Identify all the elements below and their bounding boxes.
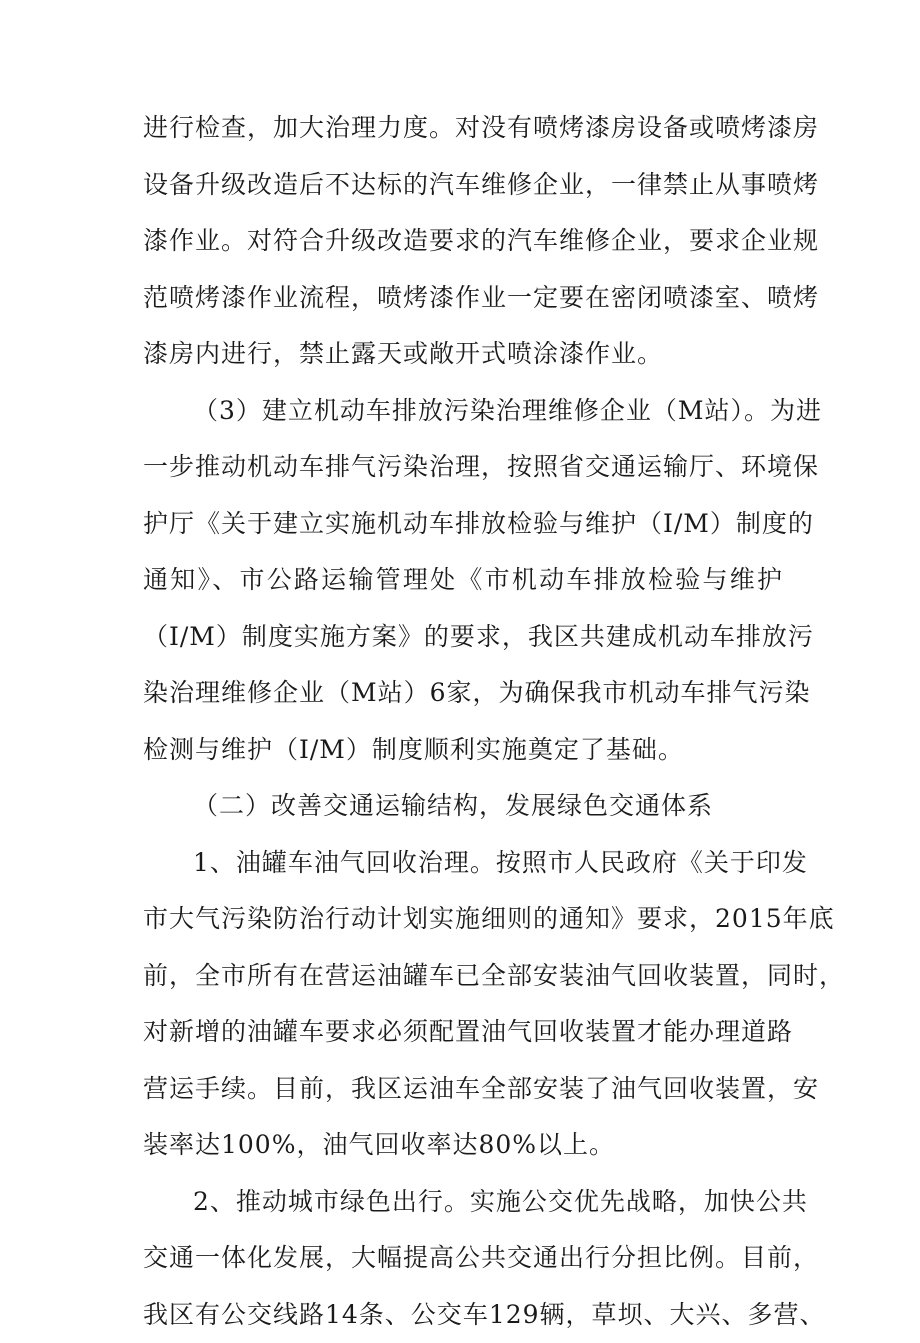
text-line: 设备升级改造后不达标的汽车维修企业，一律禁止从事喷烤: [143, 157, 783, 214]
document-body: [143, 100, 783, 1343]
text-line: 漆作业。对符合升级改造要求的汽车维修企业，要求企业规: [143, 213, 783, 270]
paragraph-heading-2: 2、推动城市绿色出行。实施公交优先战略，加快公共: [143, 1174, 783, 1231]
text-line: 护厅《关于建立实施机动车排放检验与维护（I/M）制度的: [143, 496, 783, 553]
text-line: 漆房内进行，禁止露天或敞开式喷涂漆作业。: [143, 326, 783, 383]
text-line: 通知》、市公路运输管理处《市机动车排放检验与维护: [143, 552, 783, 609]
text-line: 进行检查，加大治理力度。对没有喷烤漆房设备或喷烤漆房: [143, 100, 783, 157]
text-line: 一步推动机动车排气污染治理，按照省交通运输厅、环境保: [143, 439, 783, 496]
text-line: 对新增的油罐车要求必须配置油气回收装置才能办理道路: [143, 1004, 783, 1061]
text-line: 染治理维修企业（M站）6家，为确保我市机动车排气污染: [143, 665, 783, 722]
text-line: 范喷烤漆作业流程，喷烤漆作业一定要在密闭喷漆室、喷烤: [143, 270, 783, 327]
paragraph-heading-1: 1、油罐车油气回收治理。按照市人民政府《关于印发: [143, 835, 783, 892]
text-line: 营运手续。目前，我区运油车全部安装了油气回收装置，安: [143, 1061, 783, 1118]
text-line: 前，全市所有在营运油罐车已全部安装油气回收装置，同时，: [143, 948, 783, 1005]
text-line: （I/M）制度实施方案》的要求，我区共建成机动车排放污: [143, 609, 783, 666]
text-line: 我区有公交线路14条、公交车129辆，草坝、大兴、多营、: [143, 1287, 783, 1343]
text-line: 检测与维护（I/M）制度顺利实施奠定了基础。: [143, 722, 783, 779]
text-line: 交通一体化发展，大幅提高公共交通出行分担比例。目前，: [143, 1230, 783, 1287]
paragraph-heading-3: （3）建立机动车排放污染治理维修企业（M站）。为进: [143, 383, 783, 440]
text-line: 市大气污染防治行动计划实施细则的通知》要求，2015年底: [143, 891, 783, 948]
section-heading: （二）改善交通运输结构，发展绿色交通体系: [143, 778, 783, 835]
text-line: 装率达100%，油气回收率达80%以上。: [143, 1117, 783, 1174]
